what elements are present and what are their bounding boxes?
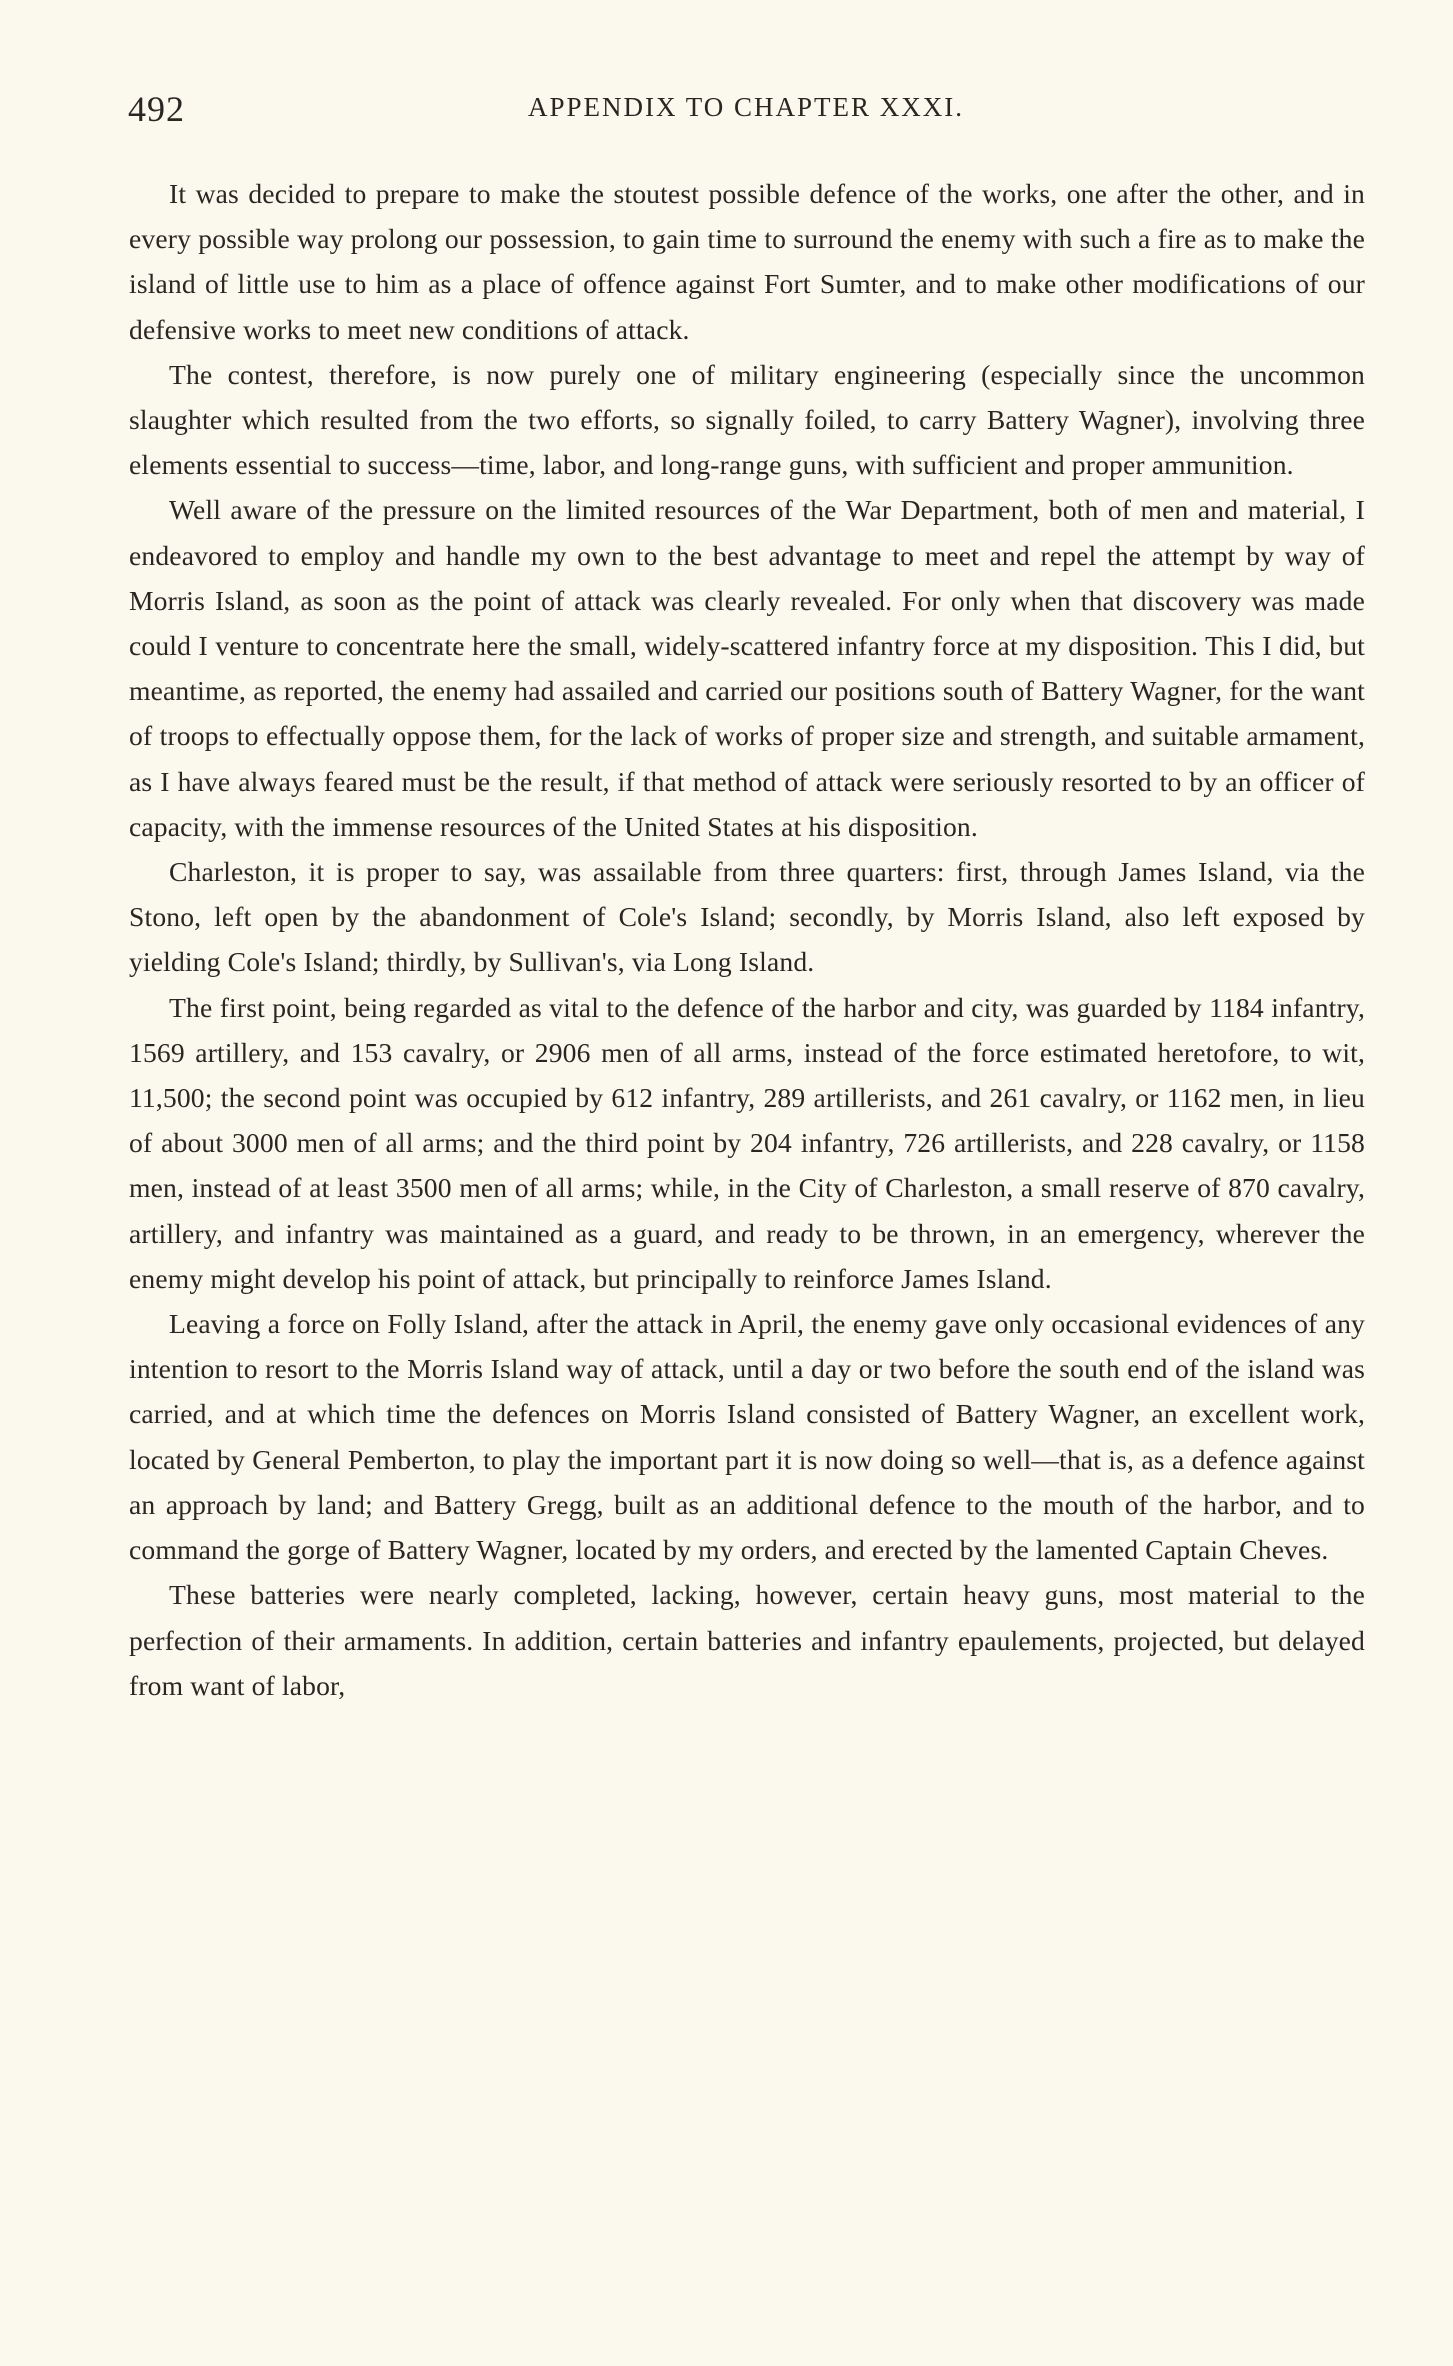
paragraph: These batteries were nearly completed, lacking, however, certain heavy guns, most material to the perfection of their armaments. In addition, certain batteries and infantry epaulements, projected, but delayed from want of labor, bbox=[129, 1579, 1365, 1701]
paragraph: The first point, being regarded as vital to the defence of the harbor and city, was guarded by 1184 infantry, 1569 artillery, and 153 cavalry, or 2906 men of all arms, instead of the force estimated heretofore, to wit, 11,500; the second point was occupied by 612 infantry, 289 artillerists, and 261 cavalry, or 1162 men, in lieu of about 3000 men of all arms; and the third point by 204 infantry, 726 artillerists, and 228 cavalry, or 1158 men, instead of at least 3500 men of all arms; while, in the City of Charleston, a small reserve of 870 cavalry, artillery, and infantry was maintained as a guard, and ready to be thrown, in an emergency, wherever the enemy might develop his point of attack, but principally to reinforce James Island. bbox=[129, 991, 1365, 1294]
page-header bbox=[128, 88, 1364, 138]
paragraph: Well aware of the pressure on the limited resources of the War Department, both of men and material, I endeavored to employ and handle my own to the best advantage to meet and repel the attempt by way of Morris Island, as soon as the point of attack was clearly revealed. For only when that discovery was made could I venture to concentrate here the small, widely-scattered infantry force at my disposition. This I did, but meantime, as reported, the enemy had assailed and carried our positions south of Battery Wagner, for the want of troops to effectually oppose them, for the lack of works of proper size and strength, and suitable armament, as I have always feared must be the result, if that method of attack were seriously resorted to by an officer of capacity, with the immense resources of the United States at his disposition. bbox=[129, 494, 1365, 842]
paragraph: Charleston, it is proper to say, was assailable from three quarters: first, through James Island, via the Stono, left open by the abandonment of Cole's Island; secondly, by Morris Island, also left exposed by yielding Cole's Island; thirdly, by Sullivan's, via Long Island. bbox=[129, 856, 1365, 978]
paragraph: The contest, therefore, is now purely one of military engineering (especially since the uncommon slaughter which resulted from the two efforts, so signally foiled, to carry Battery Wagner), involving three elements essential to success—time, labor, and long-range guns, with sufficient and proper ammunition. bbox=[129, 358, 1365, 481]
running-head: APPENDIX TO CHAPTER XXXI. bbox=[527, 92, 965, 122]
paragraph: Leaving a force on Folly Island, after the attack in April, the enemy gave only occasional evidences of any intention to resort to the Morris Island way of attack, until a day or two before the south end of the island was carried, and at which time the defences on Morris Island consisted of Battery Wagner, an excellent work, located by General Pemberton, to play the important part it is now doing so well—that is, as a defence against an approach by land; and Battery Gregg, built as an additional defence to the mouth of the harbor, and to command the gorge of Battery Wagner, located by my orders, and erected by the lamented Captain Cheves. bbox=[129, 1308, 1365, 1566]
paragraph: It was decided to prepare to make the stoutest possible defence of the works, one after the other, and in every possible way prolong our possession, to gain time to surround the enemy with such a fire as to make the island of little use to him as a place of offence against Fort Sumter, and to make other modifications of our defensive works to meet new conditions of attack. bbox=[129, 178, 1365, 345]
page-number: 492 bbox=[128, 89, 185, 129]
body-text bbox=[129, 171, 1365, 1708]
